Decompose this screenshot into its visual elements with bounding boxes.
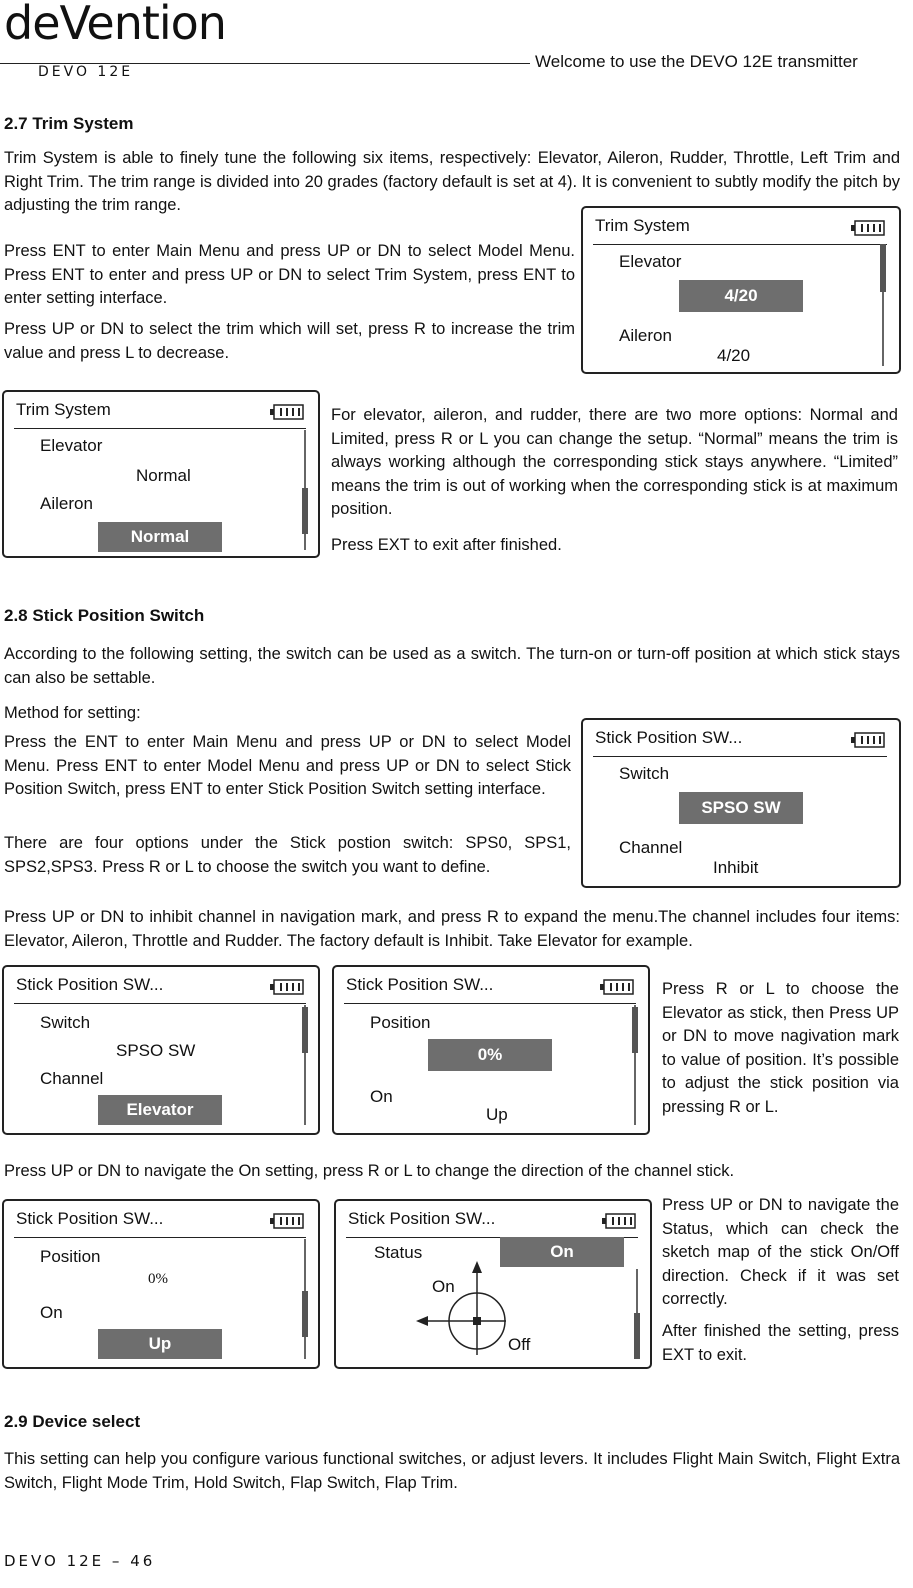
battery-icon	[600, 979, 634, 995]
lcd-title: Trim System	[595, 216, 690, 235]
battery-icon	[851, 220, 885, 236]
lcd-title: Stick Position SW...	[16, 975, 164, 994]
scrollbar-thumb	[302, 1007, 308, 1053]
s28-para-2: There are four options under the Stick postion switch: SPS0, SPS1, SPS2,SPS3. Press R or L to choose the switch you want to define.	[4, 834, 571, 876]
s28-para-5: Press UP or DN to navigate the On setting, press R or L to change the direction of the channel stick.	[4, 1162, 735, 1180]
section-title-2-7: 2.7 Trim System	[4, 114, 134, 133]
battery-icon	[270, 1213, 304, 1229]
lcd-label: Elevator	[40, 436, 103, 455]
lcd-highlight-value: Elevator	[98, 1095, 222, 1125]
stick-direction-diagram	[406, 1259, 516, 1363]
header-rule	[0, 63, 530, 64]
s28-para-3: Press UP or DN to inhibit channel in navigation mark, and press R to expand the menu.The channel includes four items: Elevator, Aileron, Throttle and Rudder. The factory default is Inhibit. Take Elevator for example.	[4, 908, 900, 950]
lcd-title: Stick Position SW...	[16, 1209, 164, 1228]
lcd-title: Stick Position SW...	[348, 1209, 496, 1228]
lcd-stick-position-3	[332, 965, 650, 1135]
scrollbar-thumb	[634, 1313, 640, 1359]
lcd-highlight-value: SPSO SW	[679, 792, 803, 824]
lcd-label: On	[40, 1303, 63, 1322]
lcd-label: Channel	[619, 838, 683, 857]
section-title-2-8: 2.8 Stick Position Switch	[4, 606, 205, 625]
diagram-on-label: On	[432, 1277, 455, 1296]
lcd-label: Aileron	[40, 494, 93, 513]
lcd-title: Stick Position SW...	[346, 975, 494, 994]
lcd-title-rule	[593, 244, 887, 245]
s27-para-1: Press ENT to enter Main Menu and press UP or DN to select Model Menu. Press ENT to enter and press UP or DN to select Trim System, press ENT to enter setting interface.	[4, 242, 575, 307]
battery-icon	[270, 404, 304, 420]
header-welcome: Welcome to use the DEVO 12E transmitter	[535, 52, 858, 71]
s28-para-4: Press R or L to choose the Elevator as stick, then Press UP or DN to move nagivation mark to value of position. It’s possible to adjust the stick position via pressing R or L.	[662, 980, 899, 1116]
s27-para-3: For elevator, aileron, and rudder, there are two more options: Normal and Limited, press R or L you can change the setup. “Normal” means the trim is always working although the corresponding stick stays anywhere. “Limited” means the trim is out of working when the corresponding stick is at maximum position.	[331, 406, 898, 518]
brand-model: DEVO 12E	[38, 64, 134, 80]
scrollbar-thumb	[880, 244, 886, 292]
scrollbar-thumb	[302, 1291, 308, 1337]
lcd-label: Status	[374, 1243, 423, 1262]
s29-intro: This setting can help you configure various functional switches, or adjust levers. It includes Flight Main Switch, Flight Extra Switch, Flight Mode Trim, Hold Switch, Flap Switch, Flap Trim.	[4, 1450, 900, 1492]
lcd-label: Elevator	[619, 252, 682, 271]
page-footer: DEVO 12E – 46	[4, 1552, 156, 1570]
lcd-title-rule	[14, 1237, 306, 1238]
lcd-label: Switch	[40, 1013, 91, 1032]
lcd-label: Position	[40, 1247, 101, 1266]
lcd-value: Up	[486, 1105, 508, 1124]
battery-icon	[851, 732, 885, 748]
scrollbar-thumb	[302, 488, 308, 534]
lcd-value: Inhibit	[713, 858, 759, 877]
lcd-label: Channel	[40, 1069, 104, 1088]
s27-intro: Trim System is able to finely tune the following six items, respectively: Elevator, Aileron, Rudder, Throttle, Left Trim and Right Trim. The trim range is divided into 20 grades (factory default is set at 4). It is convenient to subtly modify the pitch by adjusting the trim range.	[4, 149, 900, 214]
s28-intro: According to the following setting, the switch can be used as a switch. The turn-on or turn-off position at which stick stays can also be settable.	[4, 645, 900, 687]
lcd-trim-system-1	[581, 206, 901, 374]
s27-para-4: Press EXT to exit after finished.	[331, 536, 562, 554]
lcd-title: Trim System	[16, 400, 111, 419]
lcd-label: Switch	[619, 764, 670, 783]
lcd-title-rule	[14, 1003, 306, 1004]
lcd-highlight-value: Normal	[98, 522, 222, 552]
lcd-value: 4/20	[717, 346, 751, 365]
s27-para-2: Press UP or DN to select the trim which will set, press R to increase the trim value and press L to decrease.	[4, 320, 575, 362]
lcd-highlight-value: On	[500, 1237, 624, 1267]
battery-icon	[602, 1213, 636, 1229]
s28-method: Method for setting:	[4, 704, 141, 722]
section-title-2-9: 2.9 Device select	[4, 1412, 141, 1431]
diagram-off-label: Off	[508, 1335, 531, 1354]
lcd-value: SPSO SW	[116, 1041, 196, 1060]
lcd-title-rule	[593, 756, 887, 757]
scrollbar-thumb	[632, 1007, 638, 1053]
brand-logo: deVention	[4, 0, 226, 50]
lcd-title-rule	[14, 428, 306, 429]
lcd-stick-position-1	[581, 718, 901, 888]
lcd-stick-position-4	[2, 1199, 320, 1369]
lcd-label: Position	[370, 1013, 431, 1032]
lcd-value: Normal	[136, 466, 191, 485]
lcd-highlight-value: Up	[98, 1329, 222, 1359]
lcd-title: Stick Position SW...	[595, 728, 743, 747]
lcd-label: On	[370, 1087, 393, 1106]
battery-icon	[270, 979, 304, 995]
lcd-value: 0%	[148, 1271, 168, 1287]
s28-para-1: Press the ENT to enter Main Menu and press UP or DN to select Model Menu. Press ENT to enter Model Menu and press UP or DN to select Stick Position Switch, press ENT to enter Stick Position Switch setting interface.	[4, 733, 571, 798]
lcd-highlight-value: 4/20	[679, 280, 803, 312]
lcd-stick-position-2	[2, 965, 320, 1135]
lcd-title-rule	[344, 1003, 636, 1004]
lcd-stick-status	[334, 1199, 652, 1369]
s28-para-6: Press UP or DN to navigate the Status, which can check the sketch map of the stick On/Off direction. Check if it was set correctly.	[662, 1196, 899, 1308]
lcd-highlight-value: 0%	[428, 1039, 552, 1071]
lcd-label: Aileron	[619, 326, 672, 345]
lcd-trim-system-2	[2, 390, 320, 558]
s28-para-7: After finished the setting, press EXT to exit.	[662, 1322, 899, 1364]
